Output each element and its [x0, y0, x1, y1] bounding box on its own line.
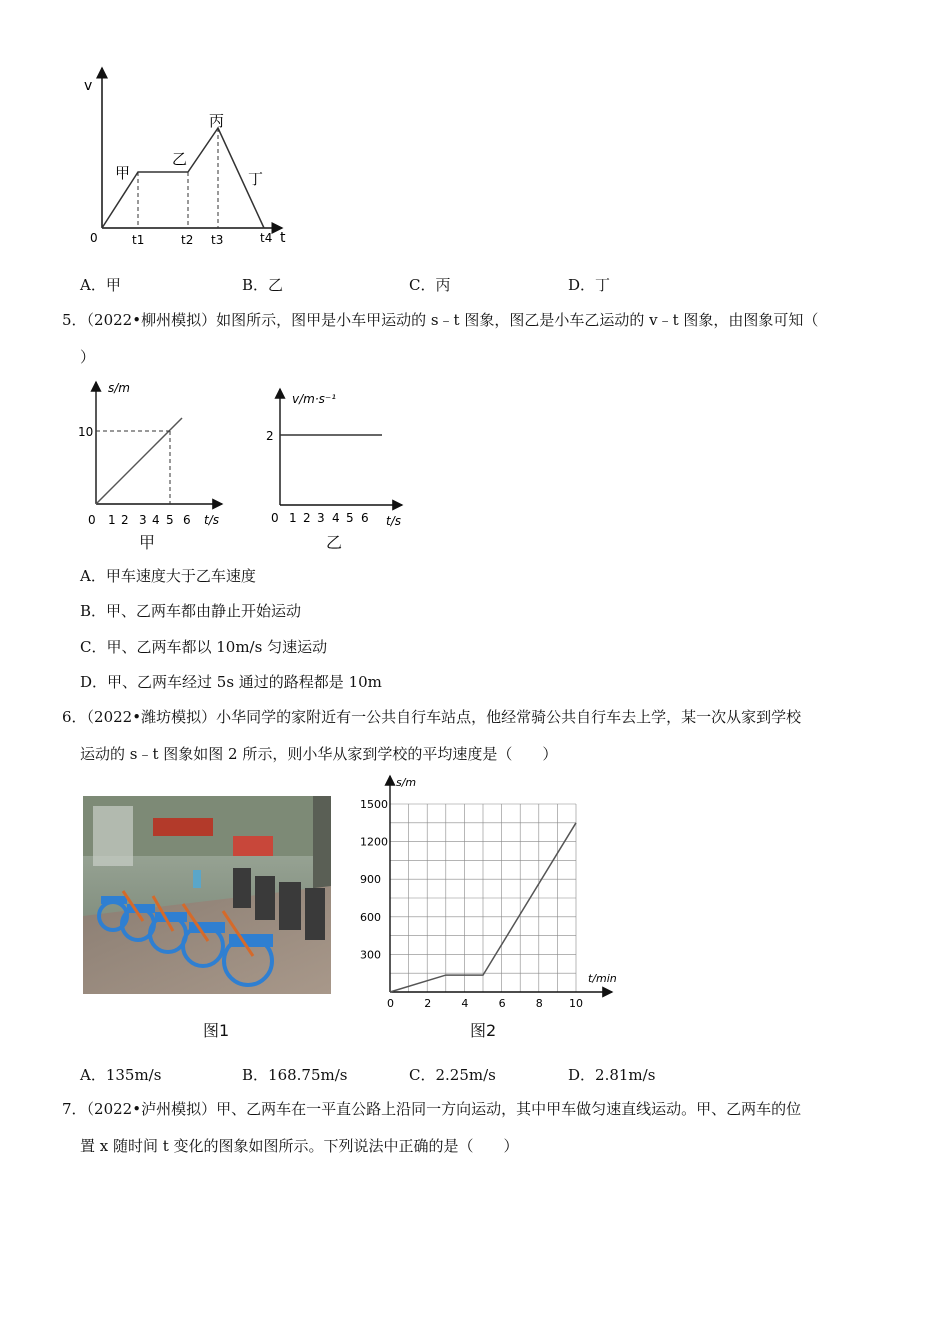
q6-ytick-label: 1200 — [360, 835, 388, 849]
q4-option-a[interactable]: A．甲 — [80, 276, 121, 294]
q4-vt-graph — [78, 62, 298, 252]
q6-grid — [390, 804, 576, 992]
q5-yi-xlabel: t/s — [386, 514, 401, 528]
q5-jia-xlabel: t/s — [204, 513, 219, 527]
q6-stem-line2: 运动的 s﹣t 图象如图 2 所示，则小华从家到学校的平均速度是（ ） — [80, 745, 558, 763]
q6-ytick-label: 1500 — [360, 798, 388, 811]
q6-xtick-label: 0 — [387, 997, 394, 1010]
q5-option-a[interactable]: A．甲车速度大于乙车速度 — [80, 567, 256, 585]
q5-jia-ytick: 10 — [78, 425, 94, 439]
q5-graph-jia — [76, 378, 236, 530]
q5-jia-ylabel: s/m — [108, 381, 130, 395]
q6-option-d[interactable]: D．2.81m/s — [568, 1066, 656, 1084]
q6-ytick-label: 300 — [360, 948, 381, 962]
q4-tick-t4: t4 — [260, 231, 273, 245]
q5-yi-ylabel: v/m·s⁻¹ — [292, 392, 337, 406]
q4-seg-yi: 乙 — [172, 150, 188, 168]
q6-xtick-label: 8 — [535, 997, 543, 1010]
q6-option-c[interactable]: C．2.25m/s — [409, 1066, 496, 1084]
q5-caption-yi: 乙 — [326, 533, 343, 552]
q6-xtick-label: 6 — [498, 997, 506, 1010]
q5-yi-xtick: 4 — [332, 511, 340, 525]
q6-fig1-caption: 图1 — [203, 1021, 230, 1040]
q4-seg-jia: 甲 — [115, 164, 131, 182]
q4-option-d[interactable]: D．丁 — [568, 276, 611, 294]
q5-yi-xtick: 5 — [346, 511, 354, 525]
q5-option-d[interactable]: D．甲、乙两车经过 5s 通过的路程都是 10m — [80, 673, 382, 691]
q5-jia-xtick: 2 — [121, 513, 129, 527]
q5-caption-jia: 甲 — [139, 533, 156, 552]
q5-yi-xtick: 1 — [289, 511, 297, 525]
q6-stem-line1: 6．（2022•潍坊模拟）小华同学的家附近有一公共自行车站点，他经常骑公共自行车去上学，某一次从家到学校 — [62, 708, 802, 726]
q5-yi-xtick: 2 — [303, 511, 311, 525]
q6-xtick-label: 4 — [461, 997, 469, 1010]
q5-yi-xtick: 3 — [317, 511, 325, 525]
q5-jia-xtick: 1 — [108, 513, 116, 527]
q6-xtick-label: 10 — [569, 997, 583, 1010]
q6-option-b[interactable]: B．168.75m/s — [242, 1066, 348, 1084]
q5-option-b[interactable]: B．甲、乙两车都由静止开始运动 — [80, 602, 302, 620]
q4-v-label: v — [84, 78, 93, 94]
q7-stem-line1: 7．（2022•泸州模拟）甲、乙两车在一平直公路上沿同一方向运动，其中甲车做匀速直线运动。甲、乙两车的位 — [62, 1100, 802, 1118]
q5-graph-yi — [262, 385, 412, 531]
q6-ytick-label: 600 — [360, 910, 381, 924]
q6-fig2-caption: 图2 — [470, 1021, 497, 1040]
q5-stem-line2: ） — [80, 348, 96, 366]
q5-stem-line1: 5．（2022•柳州模拟）如图所示，图甲是小车甲运动的 s﹣t 图象，图乙是小车乙运动的 v﹣t 图象，由图象可知（ — [62, 311, 819, 329]
q5-yi-ytick: 2 — [266, 429, 274, 443]
q5-jia-xtick: 3 — [139, 513, 147, 527]
q4-tick-t1: t1 — [132, 233, 145, 247]
q4-seg-ding: 丁 — [248, 170, 264, 188]
q5-option-c[interactable]: C．甲、乙两车都以 10m/s 匀速运动 — [80, 638, 328, 656]
q4-t-label: t — [280, 230, 286, 246]
q5-jia-xtick: 4 — [152, 513, 160, 527]
q5-jia-xtick: 6 — [183, 513, 191, 527]
q5-yi-xtick: 6 — [361, 511, 369, 525]
q4-tick-t2: t2 — [181, 233, 194, 247]
q4-option-b[interactable]: B．乙 — [242, 276, 284, 294]
q7-stem-line2: 置 x 随时间 t 变化的图象如图所示。下列说法中正确的是（ ） — [80, 1137, 519, 1155]
q4-seg-bing: 丙 — [209, 112, 225, 130]
q6-xtick-label: 2 — [424, 997, 432, 1010]
q4-tick-t3: t3 — [211, 233, 224, 247]
q5-jia-xtick: 0 — [88, 513, 96, 527]
bike-station-photo — [83, 796, 331, 994]
q4-option-c[interactable]: C．丙 — [409, 276, 451, 294]
q5-yi-xtick: 0 — [271, 511, 279, 525]
q6-xlabel: t/min — [588, 972, 617, 985]
q6-option-a[interactable]: A．135m/s — [80, 1066, 162, 1084]
q4-origin: 0 — [90, 231, 98, 245]
q5-jia-xtick: 5 — [166, 513, 174, 527]
q6-st-chart — [356, 772, 626, 1012]
q6-ytick-label: 900 — [360, 873, 381, 887]
q6-ylabel: s/m — [396, 776, 417, 789]
